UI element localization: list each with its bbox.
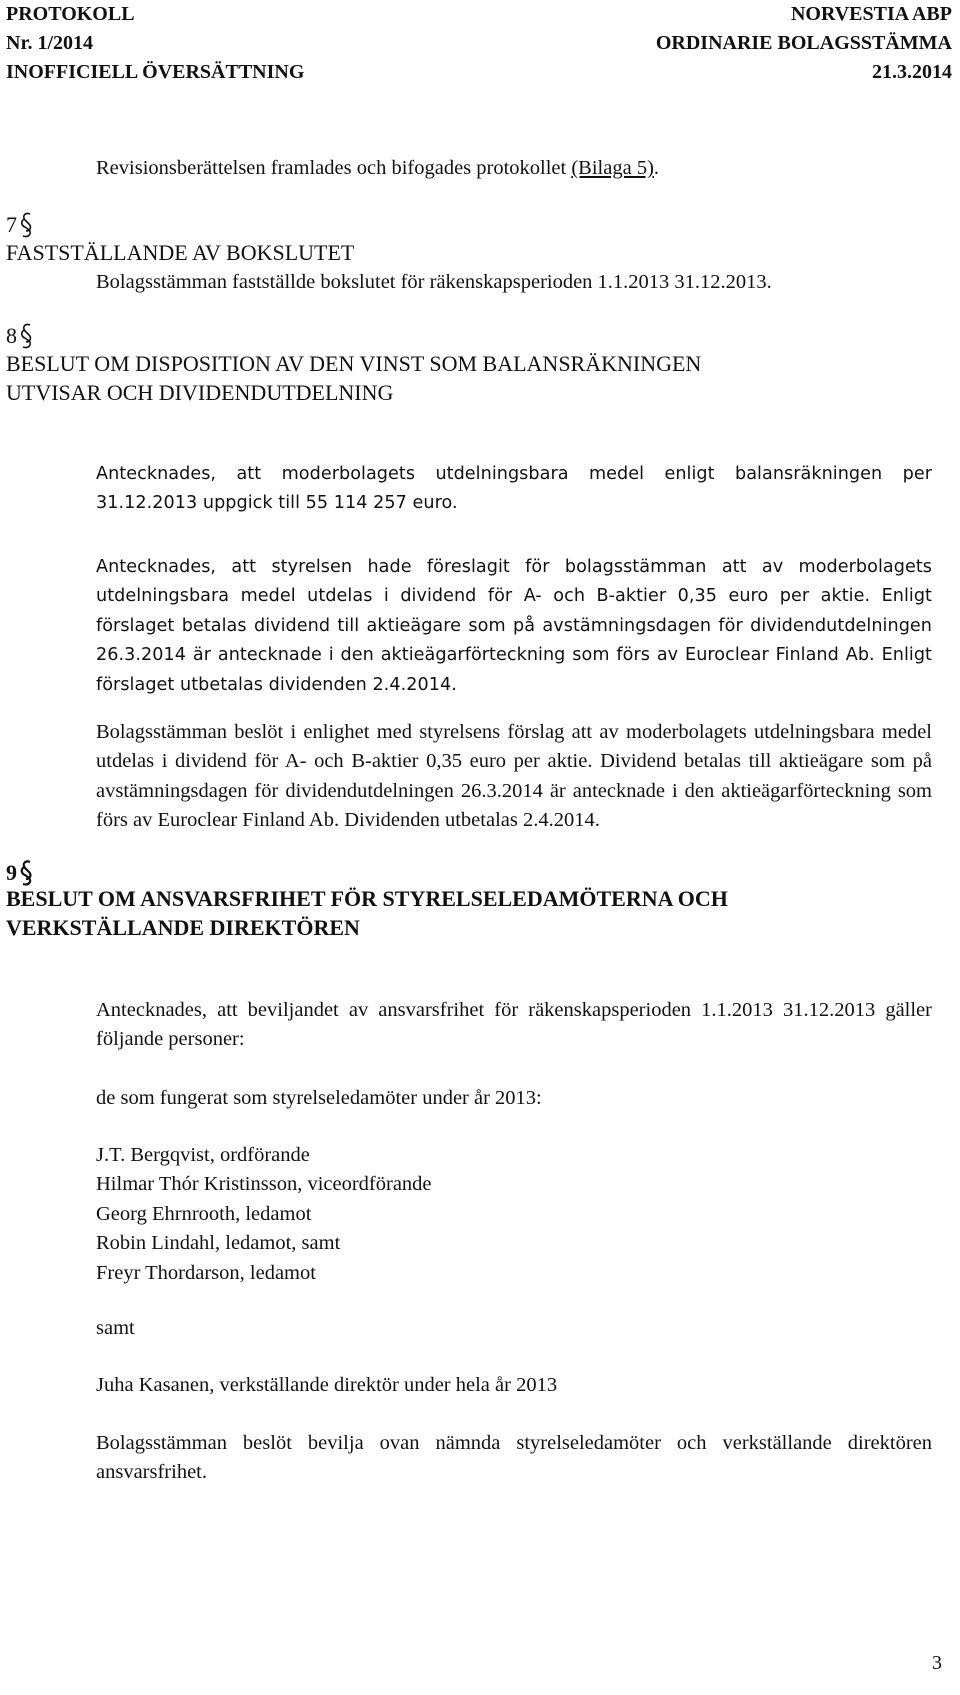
section-8-number bbox=[6, 321, 34, 351]
section-9-text-1: Antecknades, att beviljandet av ansvarsfrihet för räkenskapsperioden 1.1.2013 31.12.2013 gäller följande personer: bbox=[96, 999, 932, 1051]
section-9-title bbox=[6, 884, 942, 942]
list-item: Georg Ehrnrooth, ledamot bbox=[96, 1202, 312, 1225]
page-header bbox=[6, 0, 952, 87]
samt-text: samt bbox=[96, 1317, 135, 1339]
section-9-text-2: de som fungerat som styrelseledamöter under år 2013: bbox=[96, 1087, 542, 1109]
intro-text-end: . bbox=[653, 157, 660, 179]
header-meeting: ORDINARIE BOLAGSSTÄMMA bbox=[655, 32, 952, 54]
section-8-paragraph-3 bbox=[96, 718, 932, 836]
section-9-title-line2: VERKSTÄLLANDE DIREKTÖREN bbox=[6, 915, 360, 940]
section-number: 7 bbox=[6, 212, 17, 237]
section-8-title-line2: UTVISAR OCH DIVIDENDUTDELNING bbox=[6, 380, 394, 405]
section-9-title-line1: BESLUT OM ANSVARSFRIHET FÖR STYRELSELEDAMÖTERNA OCH bbox=[6, 886, 728, 911]
section-7-text: Bolagsstämman fastställde bokslutet för räkenskapsperioden 1.1.2013 31.12.2013. bbox=[96, 271, 772, 293]
page-number: 3 bbox=[932, 1652, 942, 1674]
intro-text: Revisionsberättelsen framlades och bifogades protokollet bbox=[96, 157, 572, 179]
section-8-title-line1: BESLUT OM DISPOSITION AV DEN VINST SOM BALANSRÄKNINGEN bbox=[6, 351, 702, 376]
section-9-paragraph-1 bbox=[96, 996, 932, 1055]
ceo-text: Juha Kasanen, verkställande direktör under hela år 2013 bbox=[96, 1374, 558, 1396]
section-8-paragraph-2 bbox=[96, 553, 932, 700]
section-sign-icon bbox=[20, 859, 34, 887]
section-8-text-1: Antecknades, att moderbolagets utdelningsbara medel enligt balansräkningen per 31.12.2013 uppgick till 55 114 257 euro. bbox=[96, 464, 932, 514]
section-sign-icon bbox=[20, 211, 34, 239]
section-9-final-paragraph bbox=[96, 1429, 932, 1488]
section-8-title bbox=[6, 349, 942, 407]
list-item: Robin Lindahl, ledamot, samt bbox=[96, 1232, 341, 1255]
samt-paragraph bbox=[96, 1314, 932, 1343]
section-9-final-text: Bolagsstämman beslöt bevilja ovan nämnda styrelseledamöter och verkställande direktören ansvarsfrihet. bbox=[96, 1432, 932, 1484]
section-7-paragraph bbox=[96, 268, 932, 297]
section-9-paragraph-2 bbox=[96, 1084, 932, 1113]
section-7-title: FASTSTÄLLANDE AV BOKSLUTET bbox=[6, 240, 355, 265]
intro-paragraph bbox=[96, 154, 932, 183]
section-sign-icon bbox=[20, 322, 34, 350]
header-number: Nr. 1/2014 bbox=[6, 32, 94, 54]
section-number: 9 bbox=[6, 860, 17, 885]
section-8-text-3: Bolagsstämman beslöt i enlighet med styrelsens förslag att av moderbolagets utdelningsbara medel utdelas i dividend för A- och B-aktier 0,35 euro per aktie. Dividend betalas till aktieägare som på avstämningsdagen för dividendutdelningen 26.3.2014 är antecknade i den aktieägarförteckning som förs av Euroclear Finland Ab. Dividenden utbetalas 2.4.2014. bbox=[96, 721, 932, 832]
header-date: 21.3.2014 bbox=[872, 61, 952, 83]
ceo-paragraph bbox=[96, 1371, 932, 1400]
list-item: Freyr Thordarson, ledamot bbox=[96, 1261, 316, 1284]
appendix-link[interactable]: (Bilaga 5) bbox=[571, 157, 654, 179]
board-member-list bbox=[96, 1141, 932, 1288]
header-company: NORVESTIA ABP bbox=[790, 3, 952, 25]
list-item: J.T. Bergqvist, ordförande bbox=[96, 1144, 310, 1166]
header-protokoll: PROTOKOLL bbox=[6, 3, 135, 25]
section-8-text-2: Antecknades, att styrelsen hade föreslagit för bolagsstämman att av moderbolagets utdelningsbara medel utdelas i dividend för A- och B-aktier 0,35 euro per aktie. Enligt förslaget betalas dividend till aktieägare som på avstämningsdagen för dividendutdelningen 26.3.2014 är antecknade i den aktieägarförteckning som förs av Euroclear Finland Ab. Enligt förslaget utbetalas dividenden 2.4.2014. bbox=[96, 557, 932, 695]
section-7-number bbox=[6, 210, 34, 240]
header-translation-note: INOFFICIELL ÖVERSÄTTNING bbox=[6, 61, 305, 83]
section-number: 8 bbox=[6, 323, 17, 348]
list-item: Hilmar Thór Kristinsson, viceordförande bbox=[96, 1173, 432, 1196]
section-8-paragraph-1 bbox=[96, 460, 932, 519]
